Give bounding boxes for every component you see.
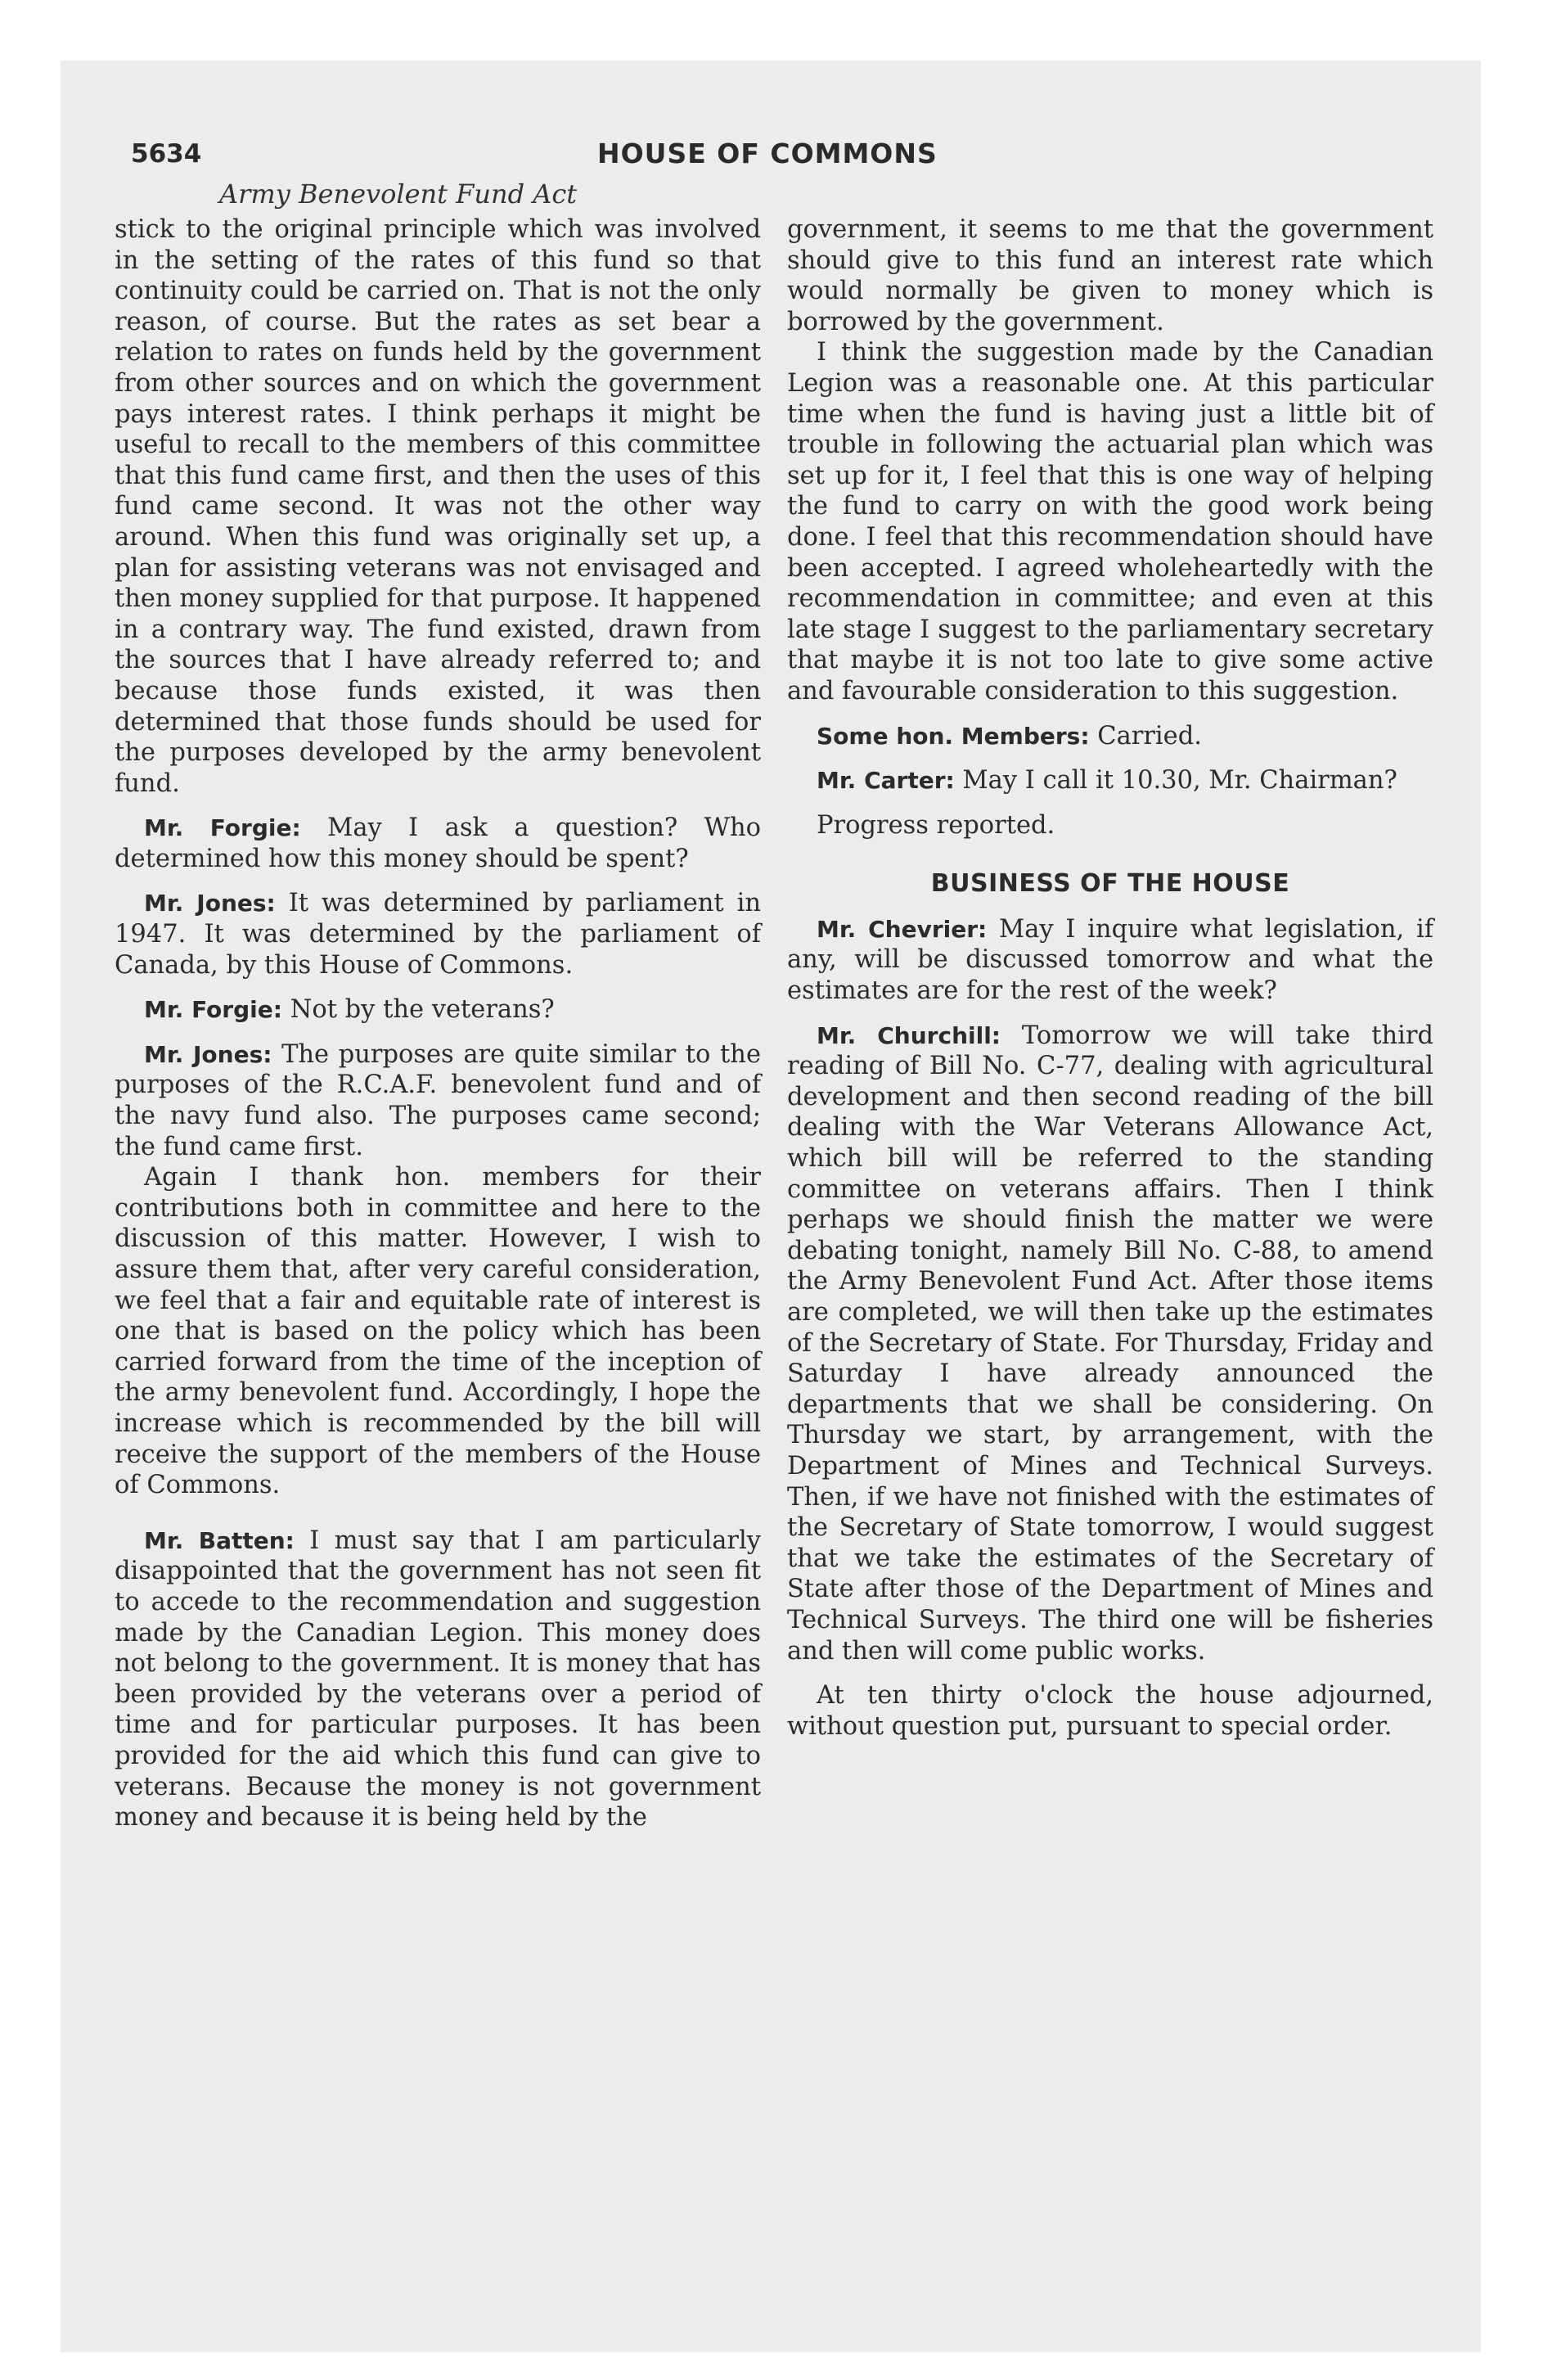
speech bbox=[115, 1039, 761, 1162]
speech bbox=[115, 994, 761, 1025]
speech-text: Not by the veterans? bbox=[290, 995, 555, 1025]
right-column bbox=[787, 214, 1433, 1756]
speaker-name: Mr. Jones: bbox=[144, 890, 276, 917]
speech-text: It was determined by parliament in 1947. It was determined by the parliament of Canada, by this House of Commons. bbox=[115, 889, 761, 980]
left-column bbox=[115, 214, 761, 1847]
speech-text: May I inquire what legislation, if any, will be discussed tomorrow and what the estimates are for the rest of the week? bbox=[787, 914, 1433, 1006]
paragraph: government, it seems to me that the government should give to this fund an interest rate which would normally be given to money which is borrowed by the government. bbox=[787, 215, 1433, 336]
subhead-title: Army Benevolent Fund Act bbox=[219, 178, 578, 210]
speech-text: The purposes are quite similar to the purposes of the R.C.A.F. benevolent fund and of the navy fund also. The purposes came second; the fund came first. bbox=[115, 1039, 761, 1161]
page-number: 5634 bbox=[131, 139, 202, 169]
speaker-name: Mr. Forgie: bbox=[144, 814, 301, 842]
speaker-name: Some hon. Members: bbox=[817, 722, 1090, 750]
speech-text: May I call it 10.30, Mr. Chairman? bbox=[962, 766, 1397, 796]
speech-text: Carried. bbox=[1097, 721, 1202, 751]
paragraph: Progress reported. bbox=[817, 810, 1055, 840]
paragraph: stick to the original principle which was involved in the setting of the rates of this fund so that continuity could be carried on. That is not the only reason, of course. But the rates as set bear a relation to rates on funds held by the government from other sources and on which the government pays interest rates. I think perhaps it might be useful to recall to the members of this committee that this fund came first, and then the uses of this fund came second. It was not the other way around. When this fund was originally set up, a plan for assisting veterans was not envisaged and then money supplied for that purpose. It happened in a contrary way. The fund existed, drawn from the sources that I have already referred to; and because those funds existed, it was then determined that those funds should be used for the purposes developed by the army benevolent fund. bbox=[115, 215, 761, 798]
speaker-name: Mr. Carter: bbox=[817, 767, 955, 795]
section-heading: BUSINESS OF THE HOUSE bbox=[930, 869, 1290, 899]
speech bbox=[115, 813, 761, 874]
speech bbox=[115, 888, 761, 980]
speaker-name: Mr. Forgie: bbox=[144, 996, 282, 1024]
speech bbox=[787, 721, 1433, 752]
speech-text: Tomorrow we will take third reading of Bill No. C-77, dealing with agricultural development and then second reading of the bill dealing with the War Veterans Allowance Act, which bill will be referred to the standing committee on veterans affairs. Then I think perhaps we should finish the matter we were debating tonight, namely Bill No. C-88, to amend the Army Benevolent Fund Act. After those items are completed, we will then take up the estimates of the Secretary of State. For Thursday, Friday and Saturday I have already announced the departments that we shall be considering. On Thursday we start, by arrangement, with the Department of Mines and Technical Surveys. Then, if we have not finished with the estimates of the Secretary of State tomorrow, I would suggest that we take the estimates of the Secretary of State after those of the Department of Mines and Technical Surveys. The third one will be fisheries and then will come public works. bbox=[787, 1021, 1434, 1666]
speech bbox=[115, 1526, 761, 1833]
speaker-name: Mr. Churchill: bbox=[817, 1021, 1001, 1049]
speech bbox=[787, 914, 1433, 1007]
speech-text: May I ask a question? Who determined how this money should be spent? bbox=[115, 814, 762, 873]
speech-text: I must say that I am particularly disappointed that the government has not seen fit to accede to the recommendation and suggestion made by the Canadian Legion. This money does not belong to the government. It is money that has been provided by the veterans over a period of time and for particular purposes. It has been provided for the aid which this fund can give to veterans. Because the money is not government money and because it is being held by the bbox=[115, 1526, 761, 1832]
speech bbox=[787, 765, 1433, 796]
speech bbox=[787, 1021, 1433, 1666]
paragraph: Again I thank hon. members for their contributions both in committee and here to the discussion of this matter. However, I wish to assure them that, after very careful consideration, we feel that a fair and equitable rate of interest is one that is based on the policy which has been carried forward from the time of the inception of the army benevolent fund. Accordingly, I hope the increase which is recommended by the bill will receive the support of the members of the House of Commons. bbox=[115, 1163, 761, 1500]
speaker-name: Mr. Jones: bbox=[144, 1040, 272, 1068]
speaker-name: Mr. Batten: bbox=[144, 1526, 295, 1554]
running-head: HOUSE OF COMMONS bbox=[597, 137, 938, 169]
paragraph: At ten thirty o'clock the house adjourned, without question put, pursuant to special order. bbox=[787, 1681, 1433, 1741]
paragraph: I think the suggestion made by the Canadian Legion was a reasonable one. At this particular time when the fund is having just a little bit of trouble in following the actuarial plan which was set up for it, I feel that this is one way of helping the fund to carry on with the good work being done. I feel that this recommendation should have been accepted. I agreed wholeheartedly with the recommendation in committee; and even at this late stage I suggest to the parliamentary secretary that maybe it is not too late to give some active and favourable consideration to this suggestion. bbox=[787, 338, 1433, 705]
speaker-name: Mr. Chevrier: bbox=[817, 915, 988, 943]
